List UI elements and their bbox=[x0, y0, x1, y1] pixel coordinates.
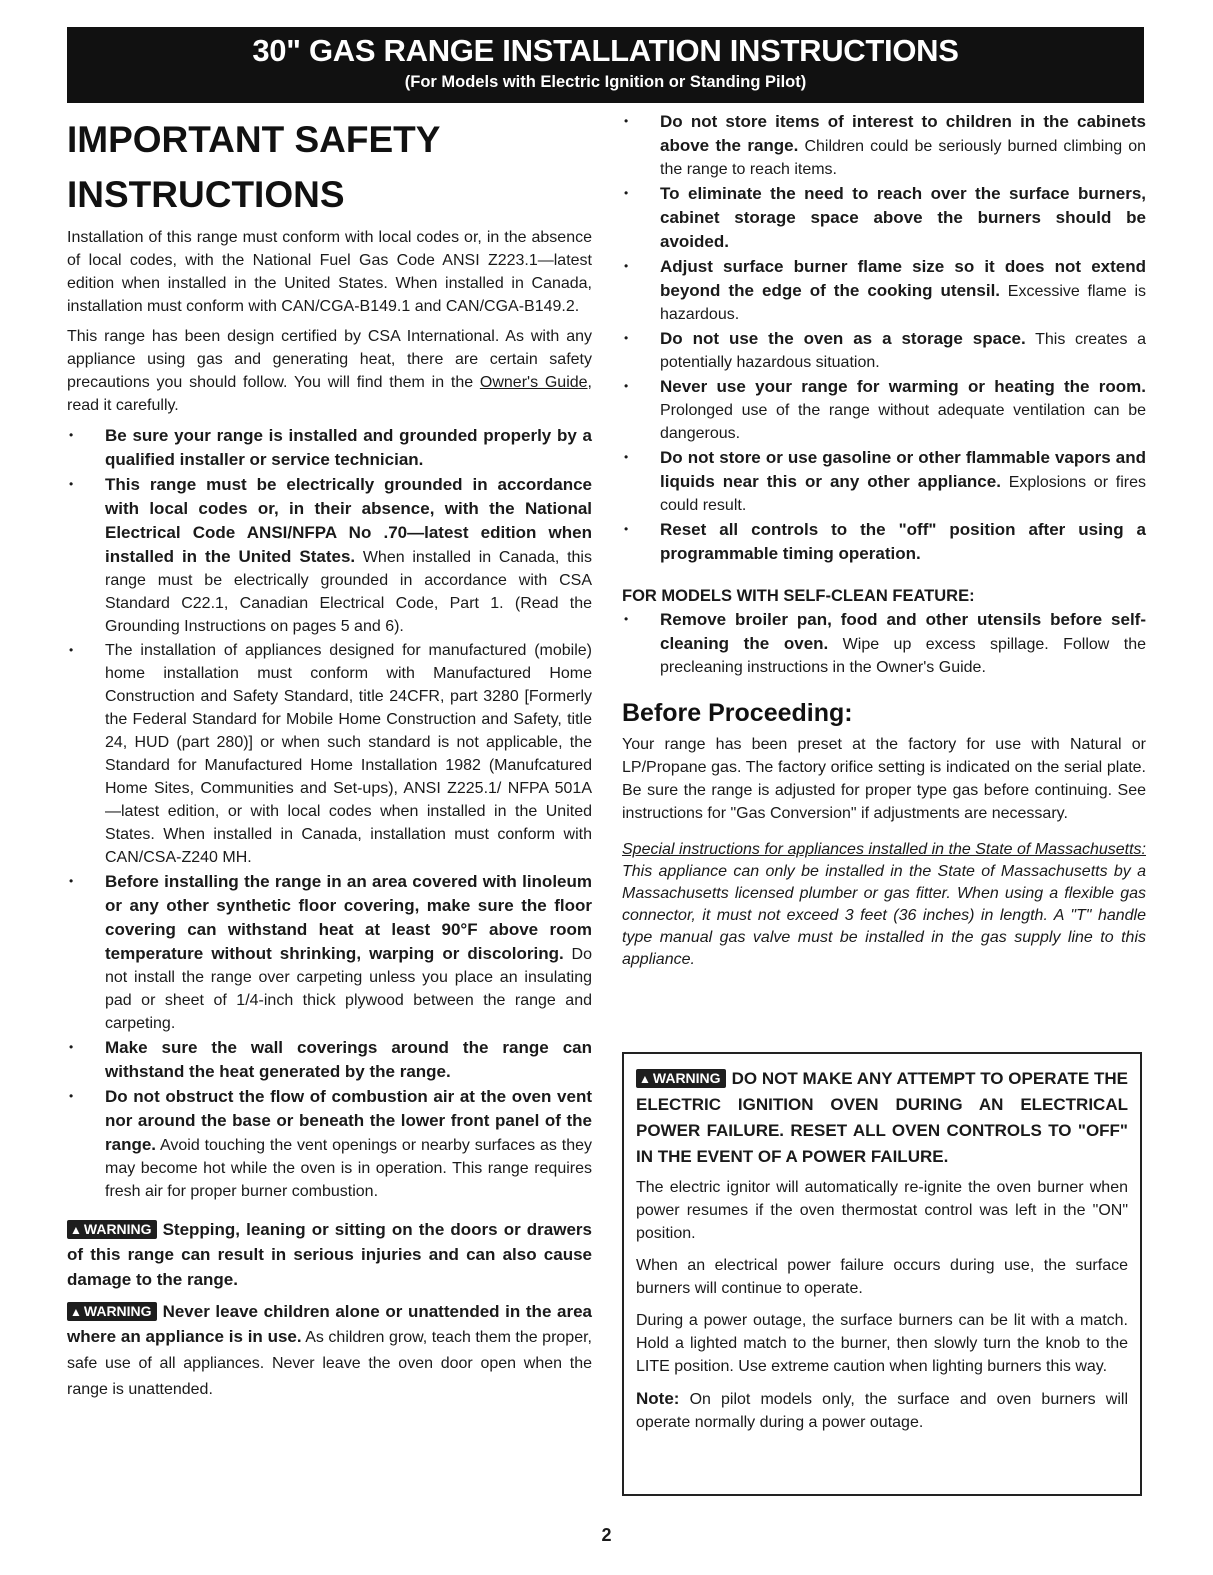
list-item: • Reset all controls to the "off" position after using a programmable timing operation. bbox=[622, 518, 1146, 566]
list-item: • Do not store items of interest to children in the cabinets above the range. Children could be seriously burned climbing on the range to reach items. bbox=[622, 110, 1146, 181]
list-item: • Never use your range for warming or heating the room. Prolonged use of the range without adequate ventilation can be dangerous. bbox=[622, 375, 1146, 445]
warning-triangle-icon: ▲ bbox=[639, 1072, 651, 1086]
warning-label: ▲ WARNING bbox=[67, 1220, 157, 1239]
self-clean-heading: FOR MODELS WITH SELF-CLEAN FEATURE: bbox=[622, 587, 975, 605]
list-item: • Do not use the oven as a storage space. This creates a potentially hazardous situation. bbox=[622, 327, 1146, 374]
warning-box-heading: ▲ WARNING DO NOT MAKE ANY ATTEMPT TO OPERATE THE ELECTRIC IGNITION OVEN DURING AN ELECTRICAL POWER FAILURE. RESET ALL OVEN CONTROLS TO "OFF" IN THE EVENT OF A POWER FAILURE. bbox=[636, 1069, 1128, 1166]
warning-box-note: Note: On pilot models only, the surface and oven burners will operate normally during a power outage. bbox=[636, 1389, 1128, 1431]
list-item: • Make sure the wall coverings around the range can withstand the heat generated by the range. bbox=[67, 1036, 592, 1084]
warning-children: ▲ WARNING Never leave children alone or unattended in the area where an appliance is in use. As children grow, teach them the proper, safe use of all appliances. Never leave the oven door open when the range is unattended. bbox=[67, 1302, 592, 1398]
intro-paragraph: Installation of this range must conform with local codes or, in the absence of local codes, with the National Fuel Gas Code ANSI Z223.1—latest edition when installed in the United States. When installed in Canada, installation must conform with CAN/CGA-B149.1 and CAN/CGA-B149.2. bbox=[67, 229, 592, 315]
page-number: 2 bbox=[601, 1525, 612, 1545]
warning-box-paragraph: The electric ignitor will automatically re-ignite the oven burner when power resumes if the oven thermostat control was left in the "ON" position. bbox=[636, 1179, 1128, 1242]
title-banner bbox=[67, 27, 1144, 103]
massachusetts-instructions: Special instructions for appliances installed in the State of Massachusetts: This appliance can only be installed in the State of Massachusetts by a Massachusetts licensed plumber or gas fitter. When using a flexible gas connector, it must not exceed 3 feet (36 inches) in length. A "T" handle type manual gas valve must be installed in the gas supply line to this appliance. bbox=[622, 841, 1146, 968]
list-item: • Do not obstruct the flow of combustion air at the oven vent nor around the base or beneath the lower front panel of the range. Avoid touching the vent openings or nearby surfaces as they may become hot while the oven is in operation. This range requires fresh air for proper burner combustion. bbox=[67, 1085, 592, 1203]
safety-bullet-list-continued bbox=[622, 110, 1146, 566]
list-item: • Before installing the range in an area covered with linoleum or any other synthetic floor covering, make sure the floor covering can withstand heat at least 90°F above room temperature without shrinking, warping or discoloring. Do not install the range over carpeting unless you place an insulating pad or sheet of 1/4-inch thick plywood between the range and carpeting. bbox=[67, 870, 592, 1035]
warning-label: ▲ WARNING bbox=[636, 1069, 726, 1088]
section-heading-safety: IMPORTANT SAFETY INSTRUCTIONS bbox=[67, 119, 441, 215]
list-item: • Remove broiler pan, food and other utensils before self-cleaning the oven. Wipe up excess spillage. Follow the precleaning instructions in the Owner's Guide. bbox=[622, 608, 1146, 679]
list-item: • To eliminate the need to reach over the surface burners, cabinet storage space above the burners should be avoided. bbox=[622, 182, 1146, 254]
left-column bbox=[67, 110, 592, 1409]
list-item: • Adjust surface burner flame size so it does not extend beyond the edge of the cooking utensil. Excessive flame is hazardous. bbox=[622, 255, 1146, 326]
page-title: 30" GAS RANGE INSTALLATION INSTRUCTIONS bbox=[252, 33, 959, 68]
list-item: • This range must be electrically grounded in accordance with local codes or, in their absence, with the National Electrical Code ANSI/NFPA No .70—latest edition when installed in the United States. When installed in Canada, this range must be electrically grounded in accordance with CSA Standard C22.1, Canadian Electrical Code, Part 1. (Read the Grounding Instructions on pages 5 and 6). bbox=[67, 473, 592, 638]
safety-bullet-list bbox=[67, 424, 592, 1203]
warning-triangle-icon: ▲ bbox=[70, 1305, 82, 1319]
warning-triangle-icon: ▲ bbox=[70, 1223, 82, 1237]
power-failure-warning-box bbox=[622, 1052, 1142, 1496]
list-item: • The installation of appliances designed for manufactured (mobile) home installation must conform with Manufactured Home Construction and Safety Standard, title 24CFR, part 3280 [Formerly the Federal Standard for Mobile Home Construction and Safety, title 24, HUD (part 280)] or when such standard is not applicable, the Standard for Manufactured Home Installation 1982 (Manufcatured Home Sites, Communities and Set-ups), ANSI Z225.1/ NFPA 501A—latest edition, or with local codes when installed in the United States. When installed in Canada, installation must conform with CAN/CSA-Z240 MH. bbox=[67, 639, 592, 869]
warning-stepping: ▲ WARNING Stepping, leaning or sitting on the doors or drawers of this range can result in serious injuries and can also cause damage to the range. bbox=[67, 1220, 592, 1289]
before-proceeding-paragraph: Your range has been preset at the factory for use with Natural or LP/Propane gas. The factory orifice setting is indicated on the serial plate. Be sure the range is adjusted for proper type gas before continuing. See instructions for "Gas Conversion" if adjustments are necessary. bbox=[622, 736, 1146, 822]
certification-paragraph: This range has been design certified by CSA International. As with any appliance using gas and generating heat, there are certain safety precautions you should follow. You will find them in the Owner's Guide, read it carefully. bbox=[67, 328, 592, 414]
warning-box-paragraph: During a power outage, the surface burners can be lit with a match. Hold a lighted match to the burner, then slowly turn the knob to the LITE position. Use extreme caution when lighting burners this way. bbox=[636, 1312, 1128, 1375]
warning-label: ▲ WARNING bbox=[67, 1302, 157, 1321]
self-clean-list bbox=[622, 608, 1146, 679]
before-proceeding-heading: Before Proceeding: bbox=[622, 699, 853, 727]
list-item: • Be sure your range is installed and grounded properly by a qualified installer or service technician. bbox=[67, 424, 592, 472]
warning-box-paragraph: When an electrical power failure occurs during use, the surface burners will continue to operate. bbox=[636, 1257, 1128, 1297]
owners-guide-reference: Owner's Guide bbox=[479, 374, 588, 391]
list-item: • Do not store or use gasoline or other flammable vapors and liquids near this or any other appliance. Explosions or fires could result. bbox=[622, 446, 1146, 517]
right-column bbox=[622, 110, 1146, 978]
page-subtitle: (For Models with Electric Ignition or Standing Pilot) bbox=[404, 73, 807, 91]
